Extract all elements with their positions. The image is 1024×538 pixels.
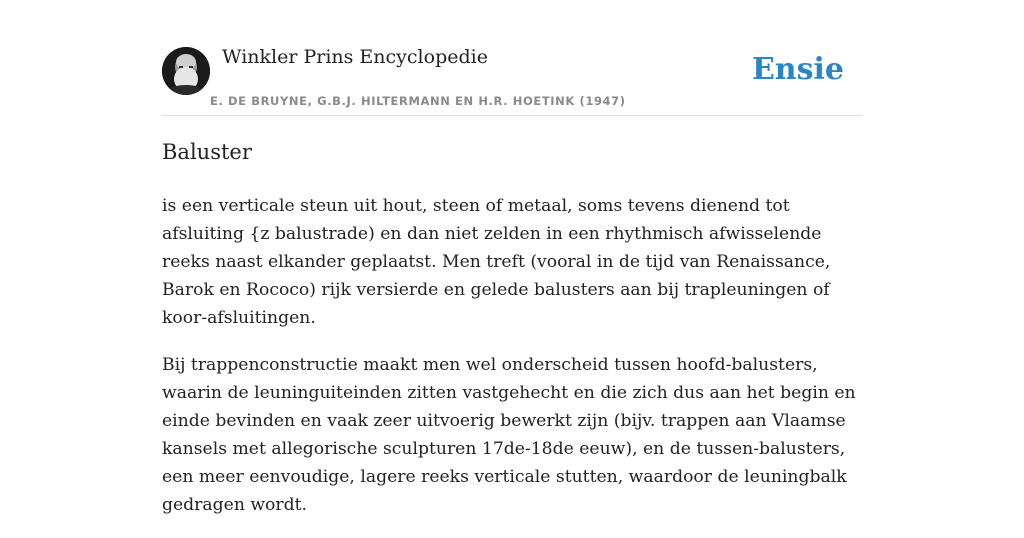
authors-line: E. DE BRUYNE, G.B.J. HILTERMANN EN H.R. HOETINK (1947) bbox=[210, 94, 626, 108]
entry-paragraph: is een verticale steun uit hout, steen of metaal, soms tevens dienend tot afsluiting {z balustrade) en dan niet zelden in een rhythmisch afwisselende reeks naast elkander geplaatst. Men treft (vooral in de tijd van Renaissance, Barok en Rococo) rijk versierde en gelede balusters aan bij trapleuningen of koor-afsluitingen. bbox=[162, 196, 831, 328]
entry-paragraph: Bij trappenconstructie maakt men wel onderscheid tussen hoofd-balusters, waarin de leuninguiteinden zitten vastgehecht en die zich dus aan het begin en einde bevinden en vaak zeer uitvoerig bewerkt zijn (bijv. trappen aan Vlaamse kansels met allegorische sculpturen 17de-18de eeuw), en de tussen-balusters, een meer eenvoudige, lagere reeks verticale stutten, waardoor de leuningbalk gedragen wordt. bbox=[162, 355, 856, 515]
page bbox=[162, 0, 862, 515]
site-title-link[interactable]: Winkler Prins Encyclopedie bbox=[222, 46, 488, 68]
ensie-logo[interactable]: Ensie bbox=[751, 52, 844, 87]
author-portrait-icon bbox=[162, 47, 210, 95]
site-header bbox=[162, 0, 862, 116]
entry-body bbox=[162, 192, 862, 538]
entry-title: Baluster bbox=[162, 140, 252, 164]
